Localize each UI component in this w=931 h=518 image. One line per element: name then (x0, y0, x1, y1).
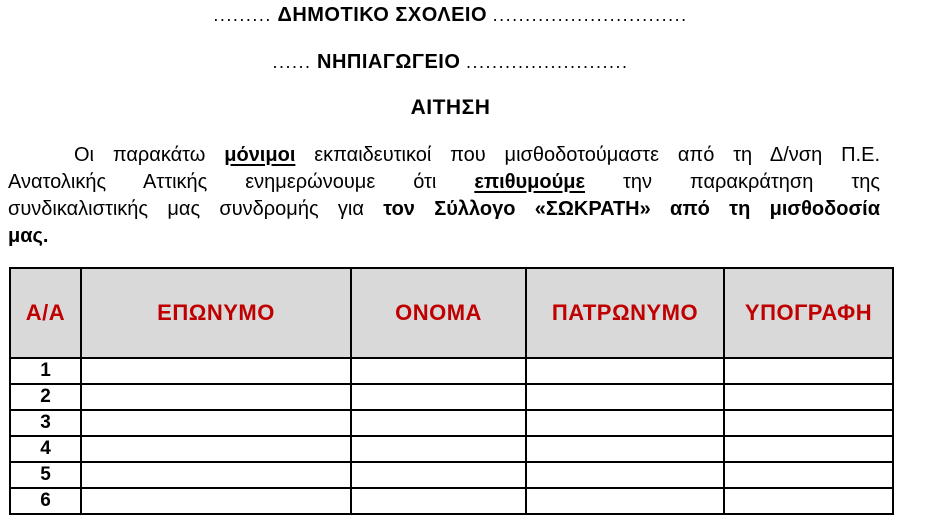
cell-ypografi-5[interactable] (724, 462, 893, 488)
cell-patronymo-6[interactable] (526, 488, 724, 514)
paragraph-text: την παρακράτηση της (584, 171, 880, 193)
school-blank-left[interactable]: ......... (213, 5, 272, 25)
cell-onoma-2[interactable] (351, 384, 526, 410)
cell-ypografi-4[interactable] (724, 436, 893, 462)
cell-eponymo-3[interactable] (81, 410, 351, 436)
kindergarten-blank-left[interactable]: ...... (272, 52, 312, 72)
paragraph-line-4 (8, 223, 880, 250)
paragraph-text: μας. (8, 225, 49, 247)
kindergarten-blank-right[interactable]: ......................... (465, 52, 629, 72)
cell-eponymo-4[interactable] (81, 436, 351, 462)
header-cell-ypografi: ΥΠΟΓΡΑΦΗ (724, 268, 893, 358)
row-number-5: 5 (10, 462, 81, 488)
row-number-2: 2 (10, 384, 81, 410)
kindergarten-heading (9, 51, 892, 74)
cell-ypografi-6[interactable] (724, 488, 893, 514)
emphasis-syllogos-sokratis: τον Σύλλογο «ΣΩΚΡΑΤΗ» από τη μισθοδοσία (383, 198, 880, 220)
cell-eponymo-2[interactable] (81, 384, 351, 410)
table-row-4 (10, 436, 893, 462)
header-cell-patronymo: ΠΑΤΡΩΝΥΜΟ (526, 268, 724, 358)
cell-patronymo-1[interactable] (526, 358, 724, 384)
emphasis-epithymoume: επιθυμούμε (474, 171, 585, 193)
cell-ypografi-2[interactable] (724, 384, 893, 410)
school-blank-right[interactable]: .............................. (492, 5, 688, 25)
paragraph-line-2 (8, 169, 880, 196)
row-number-1: 1 (10, 358, 81, 384)
cell-ypografi-1[interactable] (724, 358, 893, 384)
cell-onoma-5[interactable] (351, 462, 526, 488)
header-cell-aa: Α/Α (10, 268, 81, 358)
application-title: ΑΙΤΗΣΗ (410, 96, 491, 119)
cell-patronymo-5[interactable] (526, 462, 724, 488)
cell-eponymo-5[interactable] (81, 462, 351, 488)
members-table (9, 267, 894, 515)
paragraph-text: συνδικαλιστικής μας συνδρομής για (8, 198, 384, 220)
paragraph-line-1 (8, 142, 880, 169)
cell-patronymo-4[interactable] (526, 436, 724, 462)
table-row-2 (10, 384, 893, 410)
table-row-5 (10, 462, 893, 488)
cell-ypografi-3[interactable] (724, 410, 893, 436)
cell-onoma-3[interactable] (351, 410, 526, 436)
table-row-6 (10, 488, 893, 514)
cell-onoma-6[interactable] (351, 488, 526, 514)
paragraph-line-3 (8, 196, 880, 223)
cell-patronymo-3[interactable] (526, 410, 724, 436)
paragraph-text: Ανατολικής Αττικής ενημερώνουμε ότι (8, 171, 475, 193)
cell-patronymo-2[interactable] (526, 384, 724, 410)
kindergarten-label: ΝΗΠΙΑΓΩΓΕΙΟ (317, 51, 461, 73)
table-header-row (10, 268, 893, 358)
cell-eponymo-1[interactable] (81, 358, 351, 384)
cell-onoma-1[interactable] (351, 358, 526, 384)
header-cell-onoma: ΟΝΟΜΑ (351, 268, 526, 358)
row-number-3: 3 (10, 410, 81, 436)
row-number-4: 4 (10, 436, 81, 462)
cell-onoma-4[interactable] (351, 436, 526, 462)
paragraph-text: εκπαιδευτικοί που μισθοδοτούμαστε από τη Δ/νση Π.Ε. (295, 144, 880, 166)
emphasis-monimoi: μόνιμοι (224, 144, 296, 166)
paragraph-text: Οι παρακάτω (74, 144, 225, 166)
header-cell-eponymo: ΕΠΩΝΥΜΟ (81, 268, 351, 358)
school-heading (9, 4, 892, 27)
cell-eponymo-6[interactable] (81, 488, 351, 514)
table-row-3 (10, 410, 893, 436)
intro-paragraph (8, 142, 880, 250)
table-row-1 (10, 358, 893, 384)
row-number-6: 6 (10, 488, 81, 514)
school-label: ΔΗΜΟΤΙΚΟ ΣΧΟΛΕΙΟ (277, 4, 488, 26)
